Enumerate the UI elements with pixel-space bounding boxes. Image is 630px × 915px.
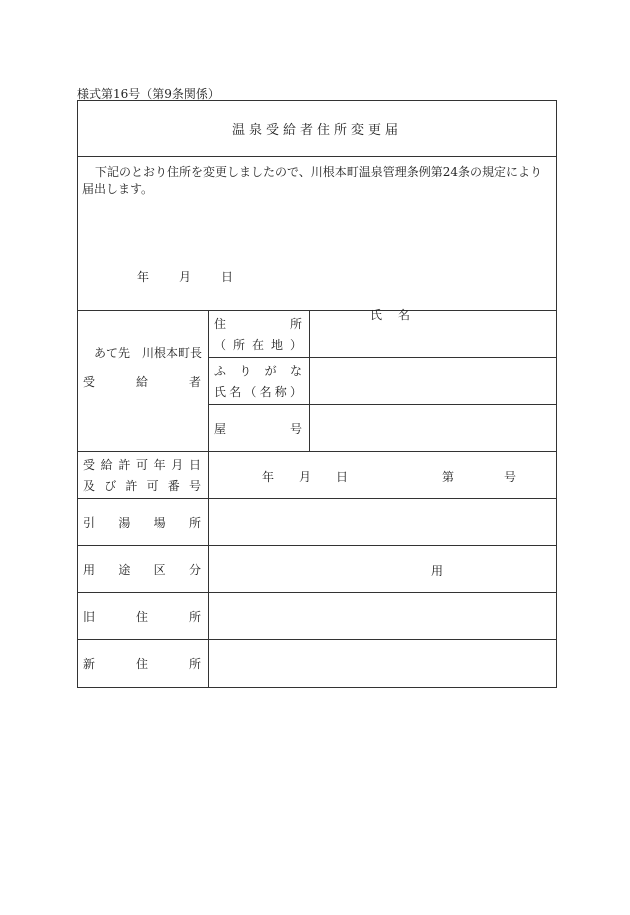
intake-row [78, 499, 556, 546]
permit-no-prefix: 第 [442, 470, 455, 484]
use-field[interactable] [209, 546, 556, 593]
label-line [78, 514, 208, 531]
label-char: 称 [274, 385, 287, 399]
recipient-block [78, 311, 556, 452]
label-char: （ [214, 338, 227, 352]
label-line [209, 336, 309, 353]
label-char: 氏 [214, 385, 227, 399]
label-char: 旧 [83, 609, 96, 624]
use-row [78, 546, 556, 593]
label-char: 年 [153, 458, 166, 472]
label-char: （ [244, 385, 257, 399]
label-char: 及 [83, 479, 96, 493]
address-field[interactable] [310, 311, 556, 358]
furigana-name-label [209, 358, 310, 405]
label-char: 可 [135, 458, 148, 472]
label-char: 所 [188, 515, 201, 530]
label-char: 用 [83, 562, 96, 577]
label-char: り [239, 364, 252, 378]
new-address-row [78, 640, 556, 687]
name-char-1: 氏 [370, 308, 383, 322]
label-char: 場 [153, 515, 166, 530]
old-address-label [78, 593, 209, 640]
date-month: 月 [178, 270, 191, 284]
label-char: 住 [214, 317, 227, 331]
recipient-label-char: 者 [188, 374, 201, 389]
label-char: な [289, 364, 302, 378]
label-char: 受 [83, 458, 96, 472]
label-char: び [104, 479, 117, 493]
label-char: 許 [125, 479, 138, 493]
form-frame [77, 100, 557, 688]
label-char: 新 [83, 657, 96, 671]
recipient-label-char: 給 [135, 374, 148, 389]
shop-name-field[interactable] [310, 405, 556, 452]
use-label [78, 546, 209, 593]
intake-field[interactable] [209, 499, 556, 546]
label-char: 号 [289, 421, 302, 436]
use-value: 用 [431, 564, 444, 578]
permit-label [78, 452, 209, 499]
label-char: が [264, 364, 277, 378]
label-line [78, 373, 208, 390]
name-field[interactable] [310, 358, 556, 405]
address-label [209, 311, 310, 358]
label-line [209, 315, 309, 332]
label-char: 番 [167, 479, 180, 493]
permit-field[interactable] [209, 452, 556, 499]
label-char: 住 [135, 657, 148, 671]
shop-name-label [209, 405, 310, 452]
label-line [78, 655, 208, 672]
label-char: ） [289, 385, 302, 399]
label-char: 名 [259, 385, 272, 399]
intro-text: 下記のとおり住所を変更しましたので、川根本町温泉管理条例第24条の規定により届出します。 [82, 165, 543, 196]
label-char: 屋 [214, 421, 227, 436]
date-day: 日 [220, 270, 233, 284]
label-char: 住 [135, 609, 148, 624]
label-char: 許 [118, 458, 131, 472]
permit-no-suffix: 号 [504, 470, 517, 484]
submission-date[interactable] [78, 268, 233, 285]
label-char: 分 [188, 562, 201, 577]
label-char: 所 [232, 338, 245, 352]
form-number: 様式第16号（第9条関係） [77, 87, 220, 101]
label-char: 所 [188, 657, 201, 671]
label-char: 月 [171, 458, 184, 472]
name-char-2: 名 [397, 308, 410, 322]
label-char: 所 [188, 609, 201, 624]
label-char: 引 [83, 515, 96, 530]
label-char: 所 [289, 317, 302, 331]
label-char: 日 [188, 458, 201, 472]
label-char: ） [289, 338, 302, 352]
addressee: あて先 川根本町長 [94, 346, 203, 360]
permit-year: 年 [262, 470, 275, 484]
label-line [209, 420, 309, 437]
old-address-row [78, 593, 556, 640]
new-address-field[interactable] [209, 640, 556, 687]
intro-section [78, 157, 556, 360]
label-char: 湯 [118, 515, 131, 530]
label-char: 区 [153, 562, 166, 577]
old-address-field[interactable] [209, 593, 556, 640]
label-line [209, 362, 309, 379]
label-char: 地 [270, 338, 283, 352]
permit-day: 日 [336, 470, 349, 484]
label-line [78, 477, 208, 494]
label-char: 給 [100, 458, 113, 472]
form-title: 温泉受給者住所変更届 [231, 123, 402, 138]
label-char: 名 [229, 385, 242, 399]
label-char: 途 [118, 562, 131, 577]
label-line [209, 383, 309, 400]
recipient-label [78, 311, 209, 452]
date-year: 年 [136, 270, 149, 284]
label-char: 号 [188, 479, 201, 493]
label-char: 可 [146, 479, 159, 493]
label-line [78, 608, 208, 625]
permit-row [78, 452, 556, 499]
recipient-label-char: 受 [83, 374, 96, 389]
label-line [78, 456, 208, 473]
intake-label [78, 499, 209, 546]
new-address-label [78, 640, 209, 687]
label-char: 在 [251, 338, 264, 352]
label-line [78, 561, 208, 578]
title-box [78, 101, 556, 157]
permit-month: 月 [299, 470, 312, 484]
label-char: ふ [214, 364, 227, 378]
